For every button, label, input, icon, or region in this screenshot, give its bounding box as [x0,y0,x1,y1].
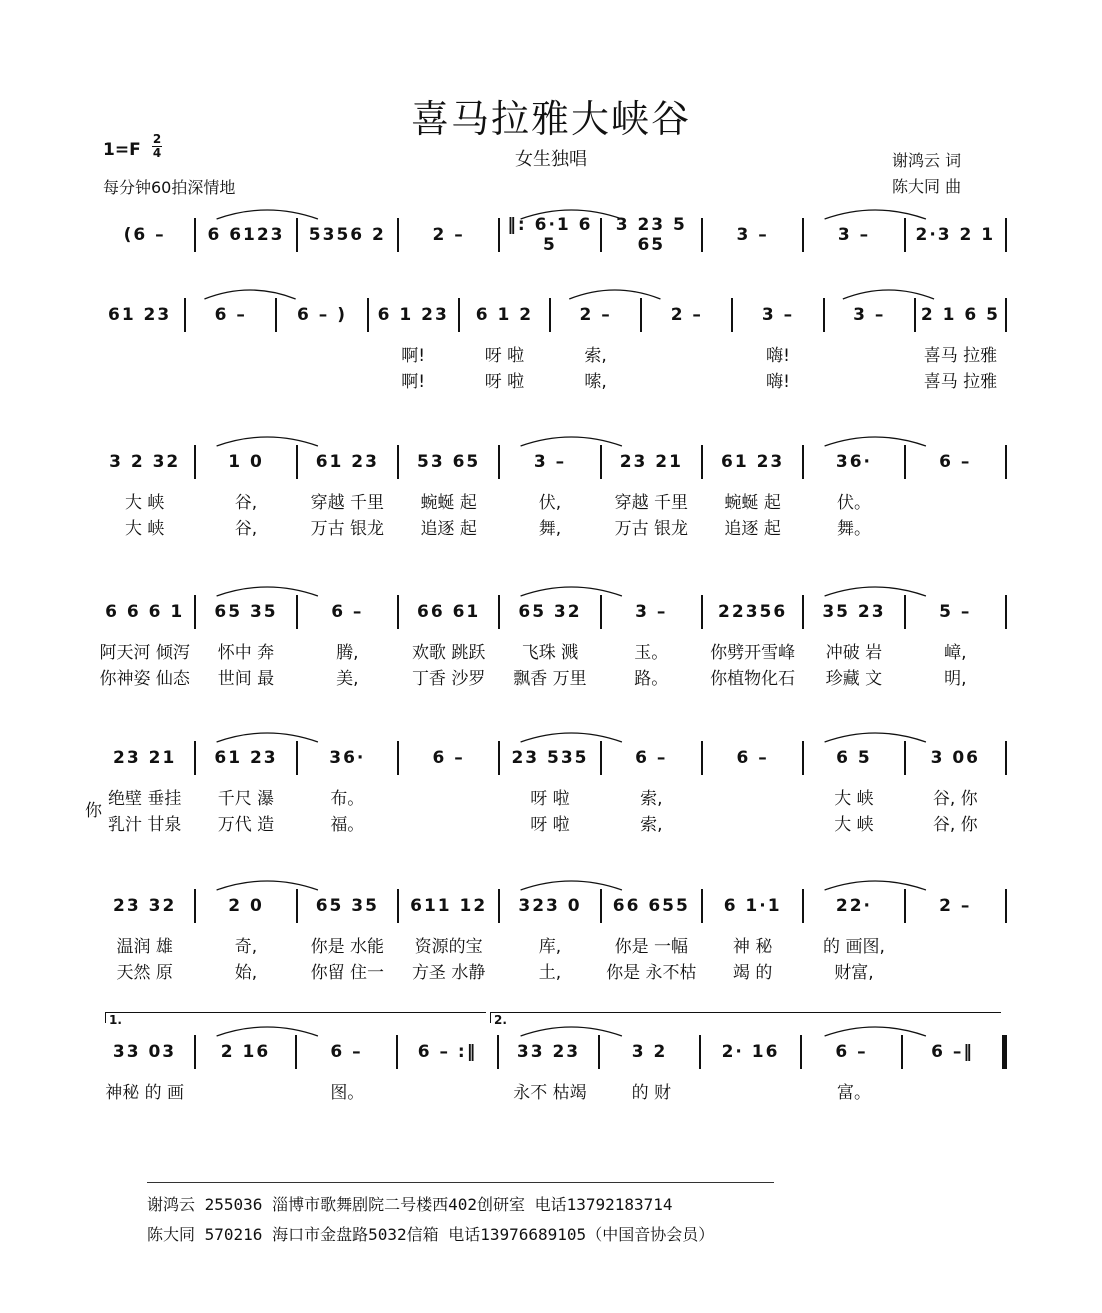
measure: 3 23 5 65 [615,215,687,255]
tempo-marking: 每分钟60拍深情地 [103,178,236,197]
lyric-syllable-group: 丁香 沙罗 [411,669,486,689]
lyric-spacer [1005,664,1007,689]
measure: 2· 16 [721,1042,780,1062]
lyric-spacer [1005,514,1007,539]
footer-composer-contact: 陈大同 570216 海口市金盘路5032信箱 电话13976689105（中国音协会员） [147,1225,715,1244]
lyric-syllable-group: 嗦, [584,372,607,392]
lyric-syllable-group: 千尺 瀑 [217,789,275,809]
lyric-syllable-group: 你植物化石 [710,669,796,689]
time-signature-top: 2 [152,132,162,146]
time-signature-bottom: 4 [152,146,162,160]
lyric-line-2 [95,367,1007,392]
measure: 53 65 [417,452,481,472]
lyric-syllable-group: 嗨! [766,372,790,392]
lyric-syllable-group: 蜿蜒 起 [420,493,477,513]
lyric-syllable-group: 大 峡 [124,519,165,539]
lyricist-credit: 谢鸿云 词 [892,151,962,170]
measure: 3 2 32 [109,452,181,472]
lyric-syllable-group [186,367,275,392]
lyric-syllable-group: 始, [234,963,258,983]
lyric-syllable-group [703,1078,802,1103]
lyric-syllable-group: 玉。 [634,643,669,663]
lyric-syllable-group: 伏, [538,493,562,513]
volta-label-2: 2. [494,1013,507,1027]
lyric-syllable-group: 方圣 水静 [411,963,486,983]
measure: 2 1 6 5 [920,305,1000,325]
measure: 3 – [533,452,567,472]
lyric-syllable-group: 你神姿 仙态 [99,669,190,689]
lyric-syllable-group: 穿越 千里 [310,493,385,513]
lyric-syllable-group [703,784,802,809]
lyric-syllable-group: 呀 啦 [530,815,570,835]
lyric-spacer [1005,958,1007,983]
slur-layer [95,432,1007,452]
lyric-line-1 [95,932,1007,957]
lyric-syllable-group [703,810,802,835]
slur-layer [95,205,1007,225]
slur [521,587,622,596]
lyric-syllable-group: 蜿蜒 起 [724,493,781,513]
song-subtitle: 女生独唱 [515,149,587,170]
lyric-syllable-group: 你是 永不枯 [606,963,697,983]
lyric-syllable-group: 怀中 奔 [217,643,275,663]
measure: 36· [329,748,366,768]
key-signature: 1=F [103,140,141,160]
time-signature [150,133,164,160]
measure: 61 23 [721,452,785,472]
lyric-syllable-group: 腾, [336,643,359,663]
lyric-syllable-group: 珍藏 文 [825,669,883,689]
measure: 6 – [331,602,364,622]
lyric-syllable-group [825,367,914,392]
lyric-syllable-group [277,367,366,392]
measure: 3 2 [631,1042,668,1062]
measure: 65 32 [518,602,582,622]
lyric-syllable-group: 谷, 你 [932,789,978,809]
measure: 66 655 [612,896,690,916]
slur [217,437,318,446]
slur [569,290,660,299]
lyric-syllable-group [642,367,731,392]
measure: 6 1 23 [377,305,449,325]
lyric-syllable-group: 飞珠 溅 [521,643,579,663]
slur [825,210,926,219]
measure: 61 23 [315,452,379,472]
slur [825,437,926,446]
lyric-syllable-group: 美, [336,669,359,689]
lyric-syllable-group: 你留 住一 [310,963,385,983]
measure: 6 –‖ [931,1042,974,1062]
lyric-syllable-group: 伏。 [836,493,871,513]
lyric-spacer [1005,1078,1007,1103]
lyric-syllable-group [906,488,1005,513]
measure: 2·3 2 1 [915,225,996,245]
lyric-syllable-group: 你劈开雪峰 [710,643,796,663]
lyric-syllable-group [399,784,498,809]
slur-layer [95,876,1007,896]
measure: (6 – [123,225,166,245]
measure: 5356 2 [308,225,386,245]
lyric-syllable-group: 追逐 起 [420,519,477,539]
measure: 6 – [432,748,465,768]
measure: 61 23 [214,748,278,768]
lyric-syllable-group: 嶂, [944,643,967,663]
slur [825,587,926,596]
lyric-spacer [1005,488,1007,513]
song-title: 喜马拉雅大峡谷 [410,97,691,141]
slur [521,1027,622,1036]
lyric-syllable-group: 索, [640,815,663,835]
lyric-syllable-group: 的 画图, [823,937,885,957]
measure: 6 – :‖ [417,1042,478,1062]
slur [825,733,926,742]
lyric-line-1 [95,638,1007,663]
measure: 6 – [214,305,247,325]
measure: 6 – [635,748,668,768]
slur-layer [95,728,1007,748]
measure: 23 21 [113,748,177,768]
lyric-syllable-group: 嗨! [766,346,790,366]
slur-layer [95,285,1007,305]
measure: 6 1·1 [723,896,782,916]
lyric-syllable-group: 冲破 岩 [825,643,883,663]
lyric-syllable-group: 啊! [401,346,426,366]
lyric-syllable-group: 世间 最 [217,669,275,689]
lyric-syllable-group: 资源的宝 [414,937,483,957]
measure: 61 23 [107,305,172,325]
measure: 2 0 [228,896,264,916]
lyric-spacer [1005,638,1007,663]
measure: 3 – [736,225,769,245]
slur [521,437,622,446]
measure: 6 6 6 1 [105,602,185,622]
lyric-syllable-group: 呀 啦 [484,346,525,366]
lyric-syllable-group: 明, [944,669,967,689]
measure: 35 23 [822,602,886,622]
lyric-syllable-group [277,341,366,366]
lyric-syllable-group: 喜马 拉雅 [923,346,998,366]
lyric-syllable-group: 阿天河 倾泻 [99,643,190,663]
lyric-syllable-group: 福。 [330,815,365,835]
lyric-syllable-group [196,1078,295,1103]
lyric-syllable-group [642,341,731,366]
lyric-syllable-group: 大 峡 [834,789,874,809]
slur [204,290,295,299]
lyric-syllable-group: 奇, [234,937,258,957]
composer-credit: 陈大同 曲 [892,177,962,196]
slur [217,881,318,890]
lyric-line-1 [95,341,1007,366]
slur [217,1027,318,1036]
slur [217,210,318,219]
lyric-syllable-group: 神 秘 [732,937,773,957]
slur [521,733,622,742]
measure: 6 – [835,1042,868,1062]
measure: 323 0 [518,896,582,916]
side-note: 你 [85,801,102,821]
measure: 23 535 [511,748,589,768]
measure: 66 61 [417,602,481,622]
lyric-syllable-group: 路。 [634,669,669,689]
measure: 2 – [670,305,703,325]
lyric-syllable-group [906,514,1005,539]
lyric-line-1 [95,784,1007,809]
measure: 33 23 [516,1042,581,1062]
lyric-syllable-group: 布。 [330,789,365,809]
lyric-syllable-group: 财富, [834,963,874,983]
lyric-syllable-group: 穿越 千里 [614,493,688,513]
slur [843,290,934,299]
measure: 65 35 [315,896,379,916]
measure: 3 06 [930,748,980,768]
lyric-syllable-group: 你是 水能 [310,937,385,957]
lyric-spacer [1005,341,1007,366]
lyric-syllable-group: 神秘 的 画 [105,1083,185,1103]
lyric-syllable-group: 索, [640,789,663,809]
lyric-syllable-group: 呀 啦 [484,372,525,392]
lyric-syllable-group: 啊! [401,372,426,392]
measure: 6 1 2 [475,305,534,325]
measure: 6 – ) [297,305,347,325]
lyric-spacer [1005,367,1007,392]
lyric-spacer [1005,932,1007,957]
lyric-syllable-group: 大 峡 [834,815,874,835]
measure: 6 6123 [207,225,285,245]
measure: ‖: 6·1 6 5 [507,215,593,255]
slur [217,733,318,742]
footer-lyricist-contact: 谢鸿云 255036 淄博市歌舞剧院二号楼西402创研室 电话13792183714 [147,1195,673,1214]
slur [825,881,926,890]
lyric-line-2 [95,958,1007,983]
lyric-syllable-group: 永不 枯竭 [513,1083,587,1103]
measure: 6 – [330,1042,363,1062]
lyric-syllable-group: 万代 造 [217,815,275,835]
lyric-syllable-group: 谷, 你 [932,815,978,835]
lyric-syllable-group: 追逐 起 [724,519,781,539]
lyric-syllable-group [186,341,275,366]
lyric-syllable-group: 万古 银龙 [614,519,688,539]
lyric-syllable-group: 呀 啦 [530,789,570,809]
measure: 2 – [432,225,465,245]
measure: 5 – [939,602,972,622]
measure: 6 – [736,748,769,768]
lyric-syllable-group: 图。 [330,1083,365,1103]
lyric-syllable-group [906,1078,1005,1103]
lyric-line-2 [95,664,1007,689]
lyric-syllable-group: 飘香 万里 [513,669,587,689]
lyric-syllable-group: 索, [584,346,607,366]
slur-layer [95,582,1007,602]
lyric-spacer [1005,784,1007,809]
lyric-line-2 [95,514,1007,539]
lyric-syllable-group: 富。 [836,1083,871,1103]
measure: 36· [835,452,873,472]
measure: 6 5 [836,748,872,768]
lyric-syllable-group: 喜马 拉雅 [923,372,998,392]
measure: 3 – [635,602,668,622]
lyric-syllable-group: 谷, [234,519,258,539]
lyric-syllable-group: 库, [538,937,562,957]
measure: 3 – [837,225,871,245]
lyric-spacer [1005,810,1007,835]
slur [521,210,622,219]
lyric-syllable-group: 绝壁 垂挂 [107,789,182,809]
lyric-syllable-group: 舞, [538,519,562,539]
lyric-syllable-group [95,341,184,366]
measure: 6 – [939,452,972,472]
slur-layer [95,1022,1007,1042]
lyric-syllable-group [95,367,184,392]
lyric-syllable-group: 天然 原 [116,963,173,983]
measure: 2 – [939,896,972,916]
lyric-syllable-group: 乳汁 甘泉 [107,815,182,835]
measure: 22· [835,896,873,916]
lyric-syllable-group [906,932,1005,957]
lyric-line-1 [95,488,1007,513]
slur [825,1027,926,1036]
measure: 611 12 [410,896,488,916]
slur [217,587,318,596]
lyric-syllable-group: 的 财 [631,1083,671,1103]
measure: 65 35 [214,602,278,622]
lyric-syllable-group: 谷, [234,493,258,513]
measure: 3 – [761,305,795,325]
lyric-syllable-group [399,1078,498,1103]
lyric-syllable-group: 竭 的 [732,963,773,983]
lyric-line-2 [95,810,1007,835]
lyric-syllable-group: 土, [538,963,562,983]
measure: 33 03 [112,1042,177,1062]
measure: 2 16 [220,1042,271,1062]
measure: 23 32 [113,896,177,916]
measure: 2 – [579,305,612,325]
measure: 3 – [853,305,886,325]
volta-label-1: 1. [109,1013,122,1027]
lyric-line-1 [95,1078,1007,1103]
measure: 23 21 [619,452,683,472]
lyric-syllable-group [906,958,1005,983]
slur [521,881,622,890]
lyric-syllable-group [399,810,498,835]
measure: 22356 [718,602,788,622]
lyric-syllable-group: 欢歌 跳跃 [411,643,486,663]
lyric-syllable-group: 你是 一幅 [614,937,688,957]
footer-divider [147,1182,774,1183]
lyric-syllable-group: 大 峡 [124,493,165,513]
lyric-syllable-group: 温润 雄 [116,937,173,957]
lyric-syllable-group: 舞。 [836,519,871,539]
lyric-syllable-group [825,341,914,366]
measure: 1 0 [228,452,264,472]
lyric-syllable-group: 万古 银龙 [310,519,385,539]
